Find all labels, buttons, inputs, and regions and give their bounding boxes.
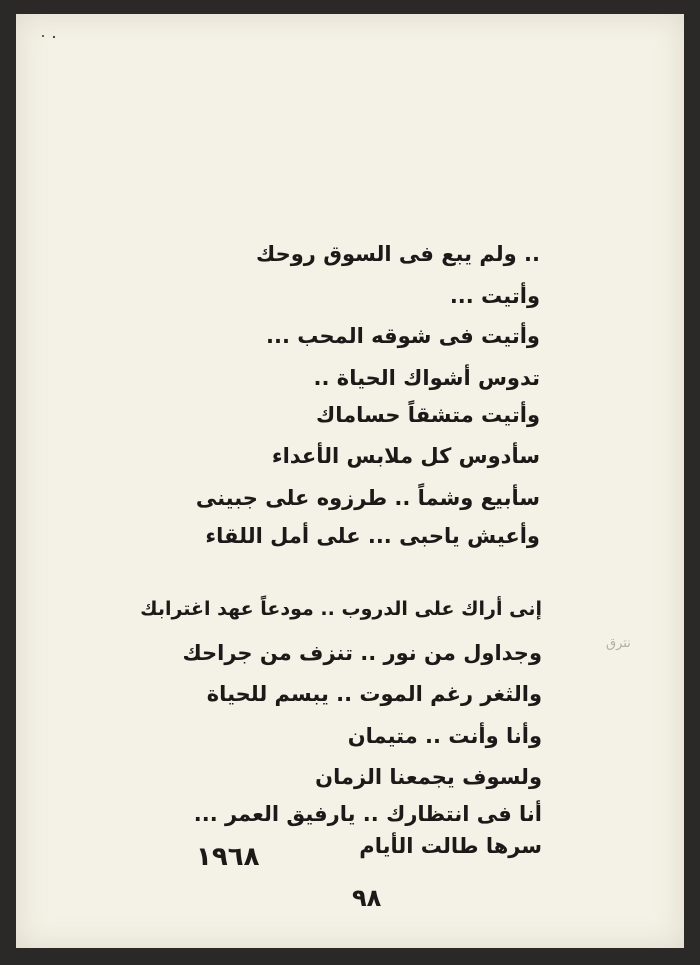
poem-line: أنا فى انتظارك .. يارفيق العمر ... — [193, 802, 542, 826]
poem-line: سأدوس كل ملابس الأعداء — [271, 444, 540, 468]
poem-line: وأتيت ... — [449, 284, 540, 308]
poem-line: وجداول من نور .. تنزف من جراحك — [182, 641, 542, 665]
poem-line: .. ولم يبع فى السوق روحك — [256, 242, 540, 266]
poem-line: وأتيت متشقاً حساماك — [315, 403, 540, 427]
margin-note: نترق — [606, 636, 631, 651]
poem-line: وأنا وأنت .. متيمان — [347, 724, 542, 748]
poem-line: ولسوف يجمعنا الزمان — [315, 765, 542, 789]
poem-line: إنى أراك على الدروب .. مودعاً عهد اغترابك — [140, 598, 542, 620]
poem-line: وأتيت فى شوقه المحب ... — [266, 324, 540, 348]
poem-line: تدوس أشواك الحياة .. — [313, 366, 540, 390]
page-number: ٩٨ — [352, 884, 382, 912]
poem-line: وأعيش ياحبى ... على أمل اللقاء — [205, 524, 540, 548]
paper-specks — [40, 33, 58, 39]
poem-line: سرها طالت الأيام — [359, 834, 542, 858]
year-date: ١٩٦٨ — [196, 842, 260, 872]
poem-line: سأبيع وشماً .. طرزوه على جبينى — [195, 486, 540, 510]
poem-line: والثغر رغم الموت .. يبسم للحياة — [206, 682, 542, 706]
